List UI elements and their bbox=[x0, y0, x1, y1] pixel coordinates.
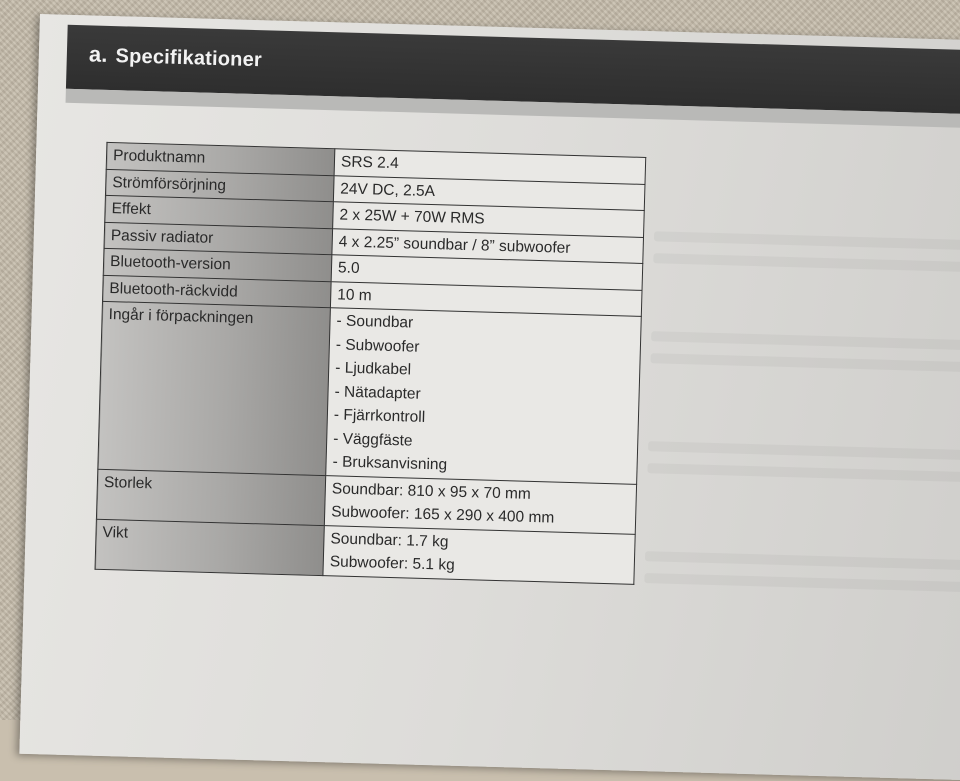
bleed-through-text bbox=[654, 231, 960, 250]
spec-value bbox=[326, 308, 642, 484]
spec-value-line: 2 x 25W + 70W RMS bbox=[339, 206, 485, 228]
package-item: - Bruksanvisning bbox=[332, 453, 448, 474]
spec-value-line: Soundbar: 810 x 95 x 70 mm bbox=[331, 479, 532, 503]
spec-value-line: 24V DC, 2.5A bbox=[340, 179, 436, 200]
package-item: - Subwoofer bbox=[335, 335, 420, 356]
spec-value bbox=[324, 475, 636, 534]
spec-value-line: 10 m bbox=[337, 285, 372, 304]
spec-label: Vikt bbox=[95, 519, 324, 575]
package-item: - Nätadapter bbox=[334, 382, 421, 403]
spec-value-line: Subwoofer: 5.1 kg bbox=[329, 553, 455, 574]
spec-value-line: Soundbar: 1.7 kg bbox=[330, 529, 449, 551]
package-item: - Väggfäste bbox=[333, 429, 413, 450]
section-title bbox=[89, 41, 263, 72]
bleed-through-text bbox=[651, 331, 960, 350]
spec-value bbox=[323, 525, 635, 584]
spec-value-line: Subwoofer: 165 x 290 x 400 mm bbox=[330, 503, 555, 527]
spec-row-package-contents bbox=[98, 301, 641, 483]
spec-label: Passiv radiator bbox=[104, 222, 333, 255]
package-item: - Ljudkabel bbox=[334, 359, 412, 379]
spec-label: Bluetooth-version bbox=[103, 248, 332, 281]
spec-label: Effekt bbox=[105, 195, 334, 228]
spec-label: Strömförsörjning bbox=[105, 169, 334, 202]
bleed-through-text bbox=[650, 353, 960, 372]
spec-label: Produktnamn bbox=[106, 142, 335, 175]
bleed-through-text bbox=[648, 441, 960, 460]
bleed-through-text bbox=[644, 573, 960, 592]
package-item: - Soundbar bbox=[336, 312, 414, 332]
section-letter: a. bbox=[88, 41, 108, 67]
spec-label: Storlek bbox=[96, 469, 325, 525]
specifications-table bbox=[95, 142, 647, 584]
spec-value-line: SRS 2.4 bbox=[340, 153, 399, 173]
spec-label: Bluetooth-räckvidd bbox=[103, 275, 332, 308]
spec-value-line: 4 x 2.25” soundbar / 8” subwoofer bbox=[338, 232, 571, 257]
manual-page bbox=[19, 14, 960, 781]
bleed-through-text bbox=[653, 253, 960, 272]
bleed-through-text bbox=[645, 551, 960, 570]
package-item: - Fjärrkontroll bbox=[333, 406, 426, 426]
section-title-text: Specifikationer bbox=[115, 45, 263, 72]
bleed-through-text bbox=[647, 463, 960, 482]
spec-value-line: 5.0 bbox=[337, 259, 360, 278]
spec-label: Ingår i förpackningen bbox=[98, 301, 331, 475]
